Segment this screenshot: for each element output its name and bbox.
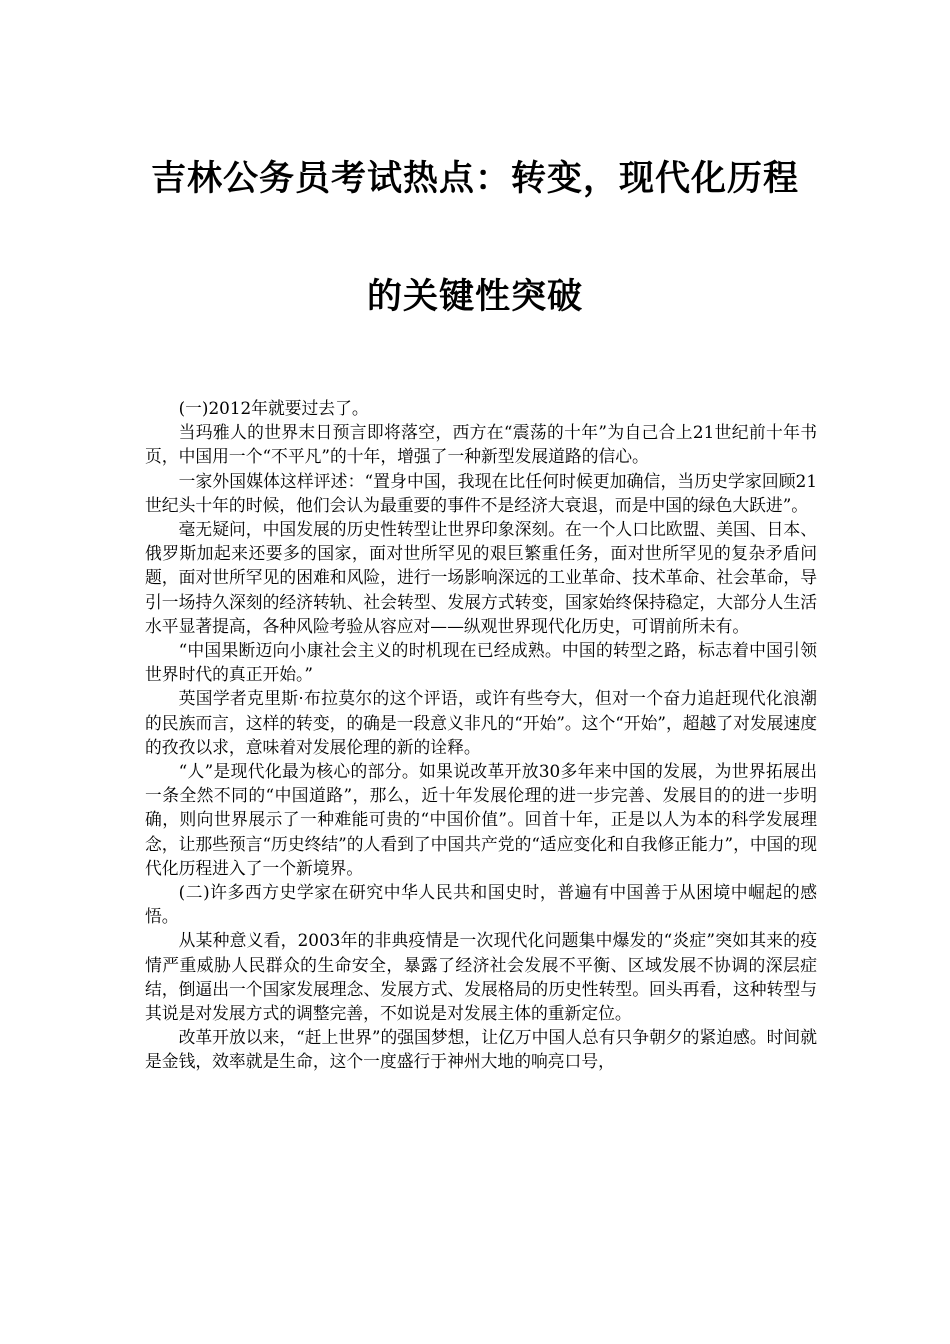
paragraph-9: 从某种意义看，2003年的非典疫情是一次现代化问题集中爆发的“炎症”突如其来的疫情严重威胁人民群众的生命安全，暴露了经济社会发展不平衡、区域发展不协调的深层症结，倒逼出一个国家发展理念、发展方式、发展格局的历史性转型。回头再看，这种转型与其说是对发展方式的调整完善，不如说是对发展主体的重新定位。 (145, 930, 817, 1024)
paragraph-2: 当玛雅人的世界末日预言即将落空，西方在“震荡的十年”为自己合上21世纪前十年书页，中国用一个“不平凡”的十年，增强了一种新型发展道路的信心。 (145, 422, 817, 467)
document-title-line-2: 的关键性突破 (366, 277, 583, 317)
document-title-line-1: 吉林公务员考试热点：转变，现代化历程 (150, 159, 799, 199)
paragraph-7: “人”是现代化最为核心的部分。如果说改革开放30多年来中国的发展，为世界拓展出一条全然不同的“中国道路”，那么，近十年发展伦理的进一步完善、发展目的的进一步明确，则向世界展示了一种难能可贵的“中国价值”。回首十年，正是以人为本的科学发展理念，让那些预言“历史终结”的人看到了中国共产党的“适应变化和自我修正能力”，中国的现代化历程进入了一个新境界。 (145, 761, 818, 878)
paragraph-4: 毫无疑问，中国发展的历史性转型让世界印象深刻。在一个人口比欧盟、美国、日本、俄罗斯加起来还要多的国家，面对世所罕见的艰巨繁重任务，面对世所罕见的复杂矛盾问题，面对世所罕见的困难和风险，进行一场影响深远的工业革命、技术革命、社会革命，导引一场持久深刻的经济转轨、社会转型、发展方式转变，国家始终保持稳定，大部分人生活水平显著提高，各种风险考验从容应对——纵观世界现代化历史，可谓前所未有。 (145, 519, 817, 636)
document-body (145, 396, 817, 1074)
paragraph-1: (一)2012年就要过去了。 (178, 398, 369, 418)
paragraph-3: 一家外国媒体这样评述：“置身中国，我现在比任何时候更加确信，当历史学家回顾21世纪头十年的时候，他们会认为最重要的事件不是经济大衰退，而是中国的绿色大跃进”。 (145, 470, 817, 515)
paragraph-8: (二)许多西方史学家在研究中华人民共和国史时，普遍有中国善于从困境中崛起的感悟。 (145, 882, 817, 927)
paragraph-10: 改革开放以来，“赶上世界”的强国梦想，让亿万中国人总有只争朝夕的紧迫感。时间就是金钱，效率就是生命，这个一度盛行于神州大地的响亮口号， (145, 1027, 817, 1072)
paragraph-6: 英国学者克里斯·布拉莫尔的这个评语，或许有些夸大，但对一个奋力追赶现代化浪潮的民族而言，这样的转变，的确是一段意义非凡的“开始”。这个“开始”，超越了对发展速度的孜孜以求，意味着对发展伦理的新的诠释。 (145, 688, 818, 757)
paragraph-5: “中国果断迈向小康社会主义的时机现在已经成熟。中国的转型之路，标志着中国引领世界时代的真正开始。” (145, 640, 817, 685)
